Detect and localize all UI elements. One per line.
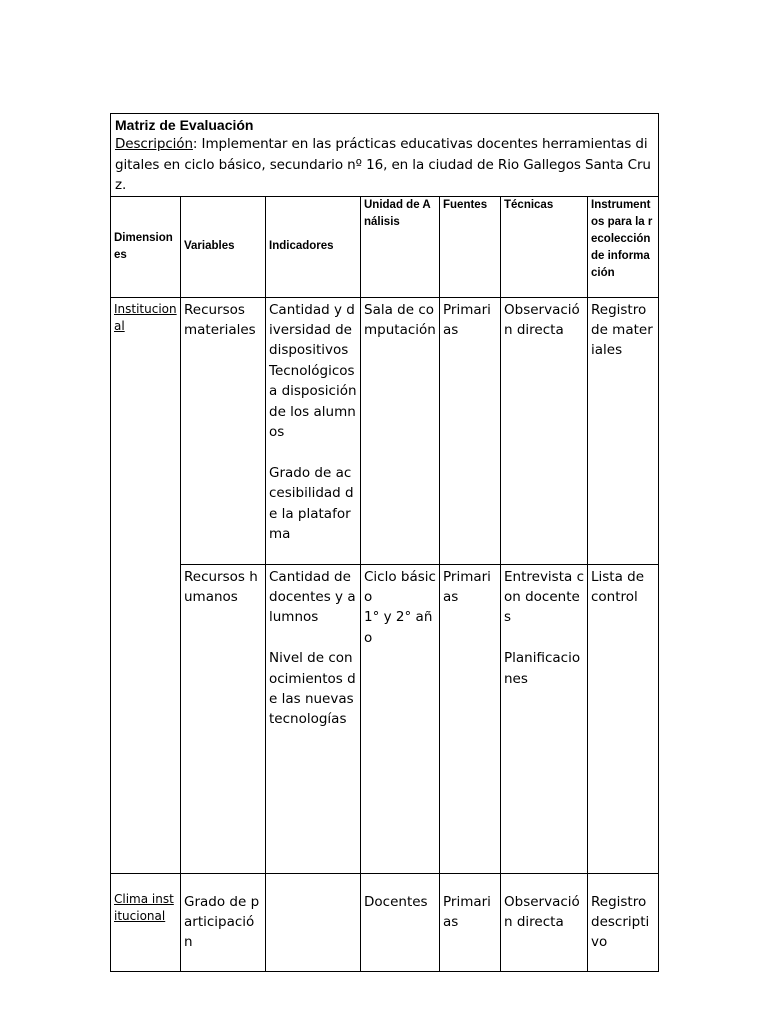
dimension-label: Institucional [114, 301, 177, 333]
header-fuentes: Fuentes [440, 196, 501, 297]
description-text: : Implementar en las prácticas educativas docentes herramientas digitales en ciclo básico, secundario nº 16, en la ciudad de Rio Gallegos Santa Cruz. [115, 136, 651, 193]
instrument-cell: Lista de control [588, 564, 659, 873]
description-label: Descripción [115, 136, 193, 152]
indicator-text: Nivel de conocimientos de las nuevas tecnologías [269, 650, 356, 728]
dimension-cell [111, 873, 181, 971]
dimension-cell [111, 297, 181, 873]
variable-cell: Grado de participación [181, 873, 266, 971]
table-row [111, 297, 659, 564]
indicator-text: Grado de accesibilidad de la plataforma [269, 464, 354, 542]
unit-text: Ciclo básico [364, 568, 436, 605]
source-cell: Primarias [440, 297, 501, 564]
header-tecnicas: Técnicas [501, 196, 588, 297]
indicator-text: Cantidad y diversidad de dispositivos Tecnológicos a disposición de los alumnos [269, 301, 357, 440]
unit-cell: Docentes [361, 873, 440, 971]
table-header-row [111, 114, 659, 197]
source-cell: Primarias [440, 564, 501, 873]
instrument-cell: Registro de materiales [588, 297, 659, 564]
table-row [111, 873, 659, 971]
indicator-cell [266, 297, 361, 564]
technique-cell: Observación directa [501, 297, 588, 564]
dimension-label: Clima institucional [114, 891, 174, 923]
unit-cell: Sala de computación [361, 297, 440, 564]
variable-cell: Recursos materiales [181, 297, 266, 564]
indicator-cell [266, 873, 361, 971]
technique-cell: Observación directa [501, 873, 588, 971]
evaluation-matrix-table [110, 113, 659, 972]
technique-text: Entrevista con docentes [504, 568, 584, 626]
header-unidad-analisis: Unidad de Análisis [361, 196, 440, 297]
header-variables: Variables [181, 196, 266, 297]
technique-cell [501, 564, 588, 873]
column-header-row [111, 196, 659, 297]
unit-cell [361, 564, 440, 873]
table-row [111, 564, 659, 873]
matrix-title: Matriz de Evaluación [115, 117, 254, 133]
matrix-header-cell [111, 114, 659, 197]
source-cell: Primarias [440, 873, 501, 971]
header-dimensiones: Dimensiones [111, 196, 181, 297]
indicator-cell [266, 564, 361, 873]
variable-cell: Recursos humanos [181, 564, 266, 873]
matrix-description [115, 134, 654, 196]
indicator-text: Cantidad de docentes y alumnos [269, 568, 356, 626]
technique-text: Planificaciones [504, 650, 581, 687]
unit-text: 1° y 2° año [364, 609, 433, 646]
header-indicadores: Indicadores [266, 196, 361, 297]
instrument-cell: Registro descriptivo [588, 873, 659, 971]
header-instrumentos: Instrumentos para la recolección de información [588, 196, 659, 297]
